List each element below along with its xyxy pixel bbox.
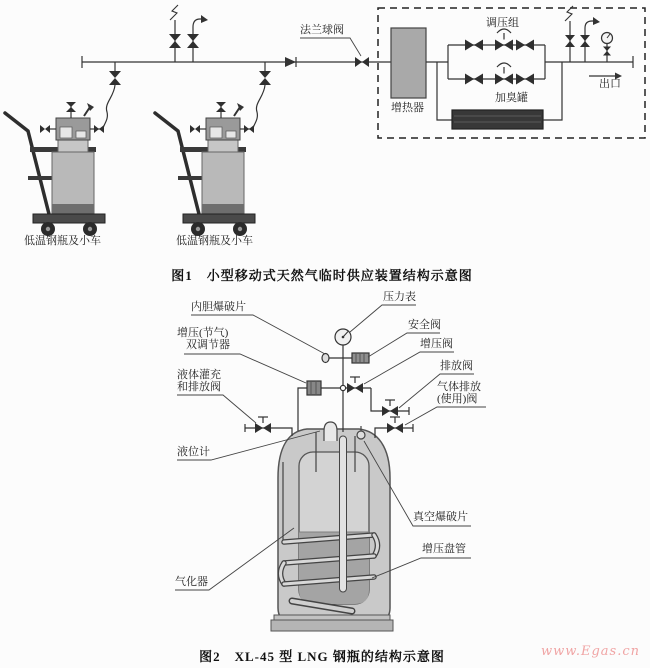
- inner-burst-disc-icon: [322, 354, 329, 363]
- label-odorizer-tank: 加臭罐: [495, 92, 528, 104]
- vacuum-burst-disc-icon: [357, 431, 365, 439]
- label-vaporizer: 气化器: [175, 576, 208, 588]
- watermark: www.Egas.cn: [541, 644, 640, 659]
- label-liquid-fill-valve: [177, 370, 221, 393]
- label-line: 增压(节气): [177, 327, 229, 339]
- label-level-gauge: 液位计: [177, 446, 210, 458]
- tank-neck: [324, 422, 337, 441]
- vent-arrow-icon: [593, 17, 600, 25]
- label-line: 气体排放: [437, 381, 481, 393]
- vent-icon: [170, 5, 178, 20]
- level-gauge-tube: [340, 436, 347, 592]
- dual-regulator-icon: [307, 381, 321, 395]
- label-booster-coil: 增压盘管: [422, 543, 466, 555]
- label-safety-valve: 安全阀: [408, 319, 441, 331]
- flex-hose: [103, 85, 115, 129]
- odorizer-box: [452, 110, 543, 129]
- pedestal: [271, 620, 393, 631]
- label-line: 和排放阀: [177, 380, 221, 393]
- figure1-piping: [82, 5, 391, 129]
- label-drain-valve: 排放阀: [440, 360, 473, 372]
- label-line: (使用)阀: [437, 392, 478, 405]
- label-flange-ball-valve: 法兰球阀: [300, 24, 344, 36]
- check-valve-icon: [285, 57, 296, 67]
- label-vacuum-burst-disc: 真空爆破片: [413, 511, 468, 523]
- figure2-cylinder: [245, 329, 413, 631]
- figure2-caption: 图2 XL-45 型 LNG 钢瓶的结构示意图: [199, 649, 445, 664]
- label-outlet: 出口: [599, 78, 621, 90]
- label-line: 液体灌充: [177, 369, 221, 381]
- valve-symbols: [40, 29, 611, 433]
- label-heater: 增热器: [391, 102, 424, 114]
- cryogenic-cylinder-cart: [155, 103, 255, 236]
- heater-box: [391, 28, 426, 98]
- label-cart-right: 低温钢瓶及小车: [176, 235, 253, 247]
- label-regulator-group: 调压组: [486, 17, 519, 29]
- label-line: 双调节器: [186, 338, 230, 351]
- label-cart-left: 低温钢瓶及小车: [24, 235, 101, 247]
- lng-liquid: [299, 532, 369, 604]
- label-booster-valve: 增压阀: [420, 338, 453, 350]
- cryogenic-cylinder-cart: [5, 103, 105, 236]
- label-booster-regulator: [177, 328, 230, 351]
- label-pressure-gauge: 压力表: [383, 291, 416, 303]
- figure1-caption: 图1 小型移动式天然气临时供应装置结构示意图: [171, 268, 473, 283]
- label-gas-use-valve: [437, 382, 481, 405]
- flex-hose: [253, 85, 265, 129]
- vent-arrow-icon: [201, 15, 208, 23]
- label-inner-burst-disc: 内胆爆破片: [191, 301, 246, 313]
